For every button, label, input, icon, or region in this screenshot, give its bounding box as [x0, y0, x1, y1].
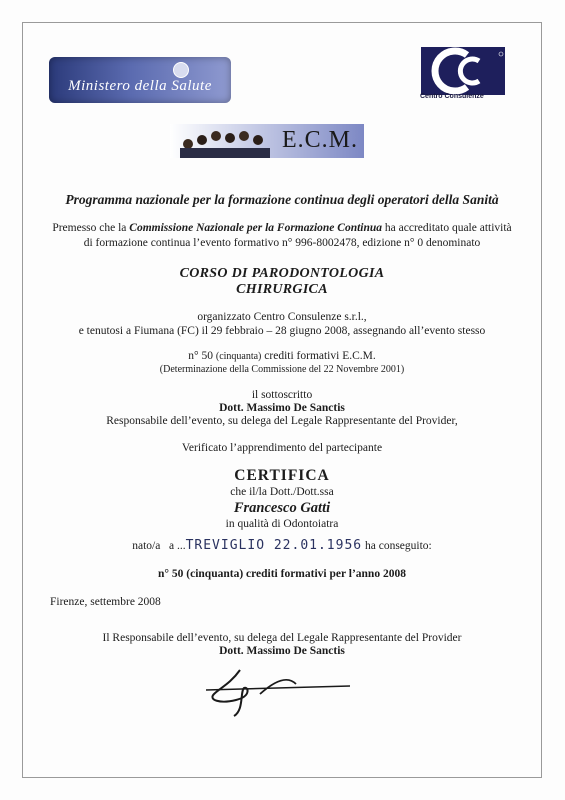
commission-name: Commissione Nazionale per la Formazione Continua: [129, 222, 383, 234]
ministero-logo-text: Ministero della Salute: [68, 78, 212, 94]
ecm-logo-text: E.C.M.: [282, 127, 359, 153]
handwritten-signature: [200, 664, 360, 724]
credits-year: n° 50 (cinquanta) crediti formativi per l’anno 2008: [158, 568, 406, 580]
signer-intro: il sottoscritto: [251, 389, 313, 401]
organizer-line: organizzato Centro Consulenze s.r.l.,: [197, 311, 367, 323]
intro-line-1: [22, 222, 542, 234]
birth-dots: ...: [176, 540, 186, 552]
republic-emblem-icon: [173, 62, 189, 78]
ecm-banner: [170, 124, 364, 158]
certifica-heading: CERTIFICA: [234, 467, 330, 484]
participant-qualification: in qualità di Odontoiatra: [225, 518, 339, 530]
birth-label: nato/a: [132, 540, 161, 552]
verified-line: Verificato l’apprendimento del partecipante: [181, 442, 383, 454]
group-photo-icon: [176, 126, 272, 158]
credits-count: n° 50: [188, 350, 216, 362]
ministero-salute-logo: [49, 57, 231, 103]
course-title-line-1: CORSO DI PARODONTOLOGIA: [179, 266, 385, 281]
intro-prefix: Premesso che la: [52, 222, 130, 234]
credits-line: [22, 350, 542, 362]
birth-place-label: a: [168, 540, 175, 552]
intro-line-2: di formazione continua l’evento formativo n° 996-8002478, edizione n° 0 denominato: [83, 237, 481, 249]
footer-role: Il Responsabile dell’evento, su delega del Legale Rappresentante del Provider: [102, 632, 462, 644]
determination-line: (Determinazione della Commissione del 22 Novembre 2001): [159, 364, 405, 375]
birth-suffix: ha conseguito:: [365, 540, 432, 552]
footer-name: Dott. Massimo De Sanctis: [219, 645, 345, 657]
event-dates-line: e tenutosi a Fiumana (FC) il 29 febbraio – 28 giugno 2008, assegnando all’evento stesso: [78, 325, 486, 337]
intro-suffix: ha accreditato quale attività: [382, 222, 512, 234]
programme-title: Programma nazionale per la formazione continua degli operatori della Sanità: [65, 192, 499, 207]
birth-line: [22, 538, 542, 553]
place-date: Firenze, settembre 2008: [50, 596, 161, 608]
course-title-line-2: CHIRURGICA: [236, 282, 328, 297]
credits-words: (cinquanta): [215, 351, 262, 362]
credits-suffix: crediti formativi E.C.M.: [261, 350, 376, 362]
participant-prefix: che il/la Dott./Dott.ssa: [230, 486, 334, 498]
signer-role: Responsabile dell’evento, su delega del Legale Rappresentante del Provider,: [106, 415, 458, 427]
signer-name: Dott. Massimo De Sanctis: [219, 402, 345, 414]
participant-name: Francesco Gatti: [233, 500, 331, 516]
birth-handwritten: TREVIGLIO 22.01.1956: [185, 538, 363, 553]
centro-consulenze-logo-text: Centro Consulenze: [420, 93, 484, 100]
